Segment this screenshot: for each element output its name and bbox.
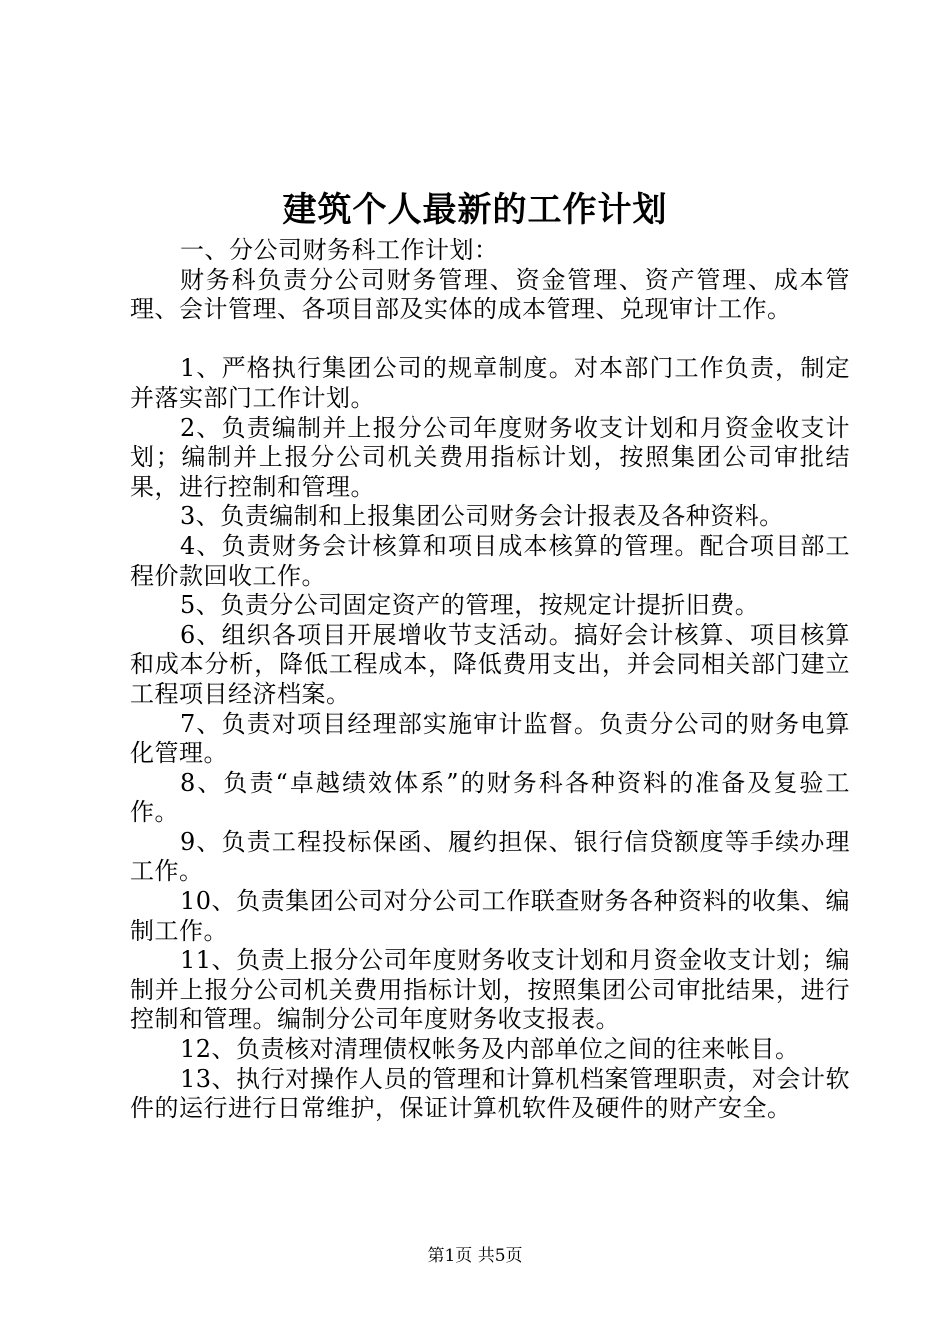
page-number-footer: 第1页 共5页: [427, 1246, 523, 1266]
list-item: 5、负责分公司固定资产的管理，按规定计提折旧费。: [180, 591, 760, 620]
paragraph-spacer: [130, 325, 850, 355]
list-item: 9、负责工程投标保函、履约担保、银行信贷额度等手续办理工作。: [130, 827, 850, 886]
list-item: 10、负责集团公司对分公司工作联查财务各种资料的收集、编制工作。: [130, 887, 850, 945]
section-heading: 一、分公司财务科工作计划：: [180, 236, 499, 264]
list-item: 6、组织各项目开展增收节支活动。搞好会计核算、项目核算和成本分析，降低工程成本，降低费用支出，并会同相关部门建立工程项目经济档案。: [130, 620, 850, 708]
list-item: 2、负责编制并上报分公司年度财务收支计划和月资金收支计划；编制并上报分公司机关费用指标计划，按照集团公司审批结果，进行控制和管理。: [130, 413, 850, 501]
list-item: 12、负责核对清理债权帐务及内部单位之间的往来帐目。: [180, 1035, 800, 1064]
document-title: 建筑个人最新的工作计划: [282, 190, 668, 230]
list-item: 3、负责编制和上报集团公司财务会计报表及各种资料。: [180, 502, 784, 531]
list-item: 11、负责上报分公司年度财务收支计划和月资金收支计划；编制并上报分公司机关费用指标计划，按照集团公司审批结果，进行控制和管理。编制分公司年度财务收支报表。: [130, 946, 850, 1034]
list-item: 8、负责“卓越绩效体系”的财务科各种资料的准备及复验工作。: [130, 768, 850, 827]
document-body: [130, 236, 850, 1124]
intro-paragraph: 财务科负责分公司财务管理、资金管理、资产管理、成本管理、会计管理、各项目部及实体的成本管理、兑现审计工作。: [130, 265, 850, 324]
list-item: 13、执行对操作人员的管理和计算机档案管理职责，对会计软件的运行进行日常维护，保证计算机软件及硬件的财产安全。: [130, 1064, 850, 1123]
list-item: 1、严格执行集团公司的规章制度。对本部门工作负责，制定并落实部门工作计划。: [130, 354, 850, 412]
list-item: 7、负责对项目经理部实施审计监督。负责分公司的财务电算化管理。: [130, 709, 850, 768]
list-item: 4、负责财务会计核算和项目成本核算的管理。配合项目部工程价款回收工作。: [130, 531, 850, 590]
